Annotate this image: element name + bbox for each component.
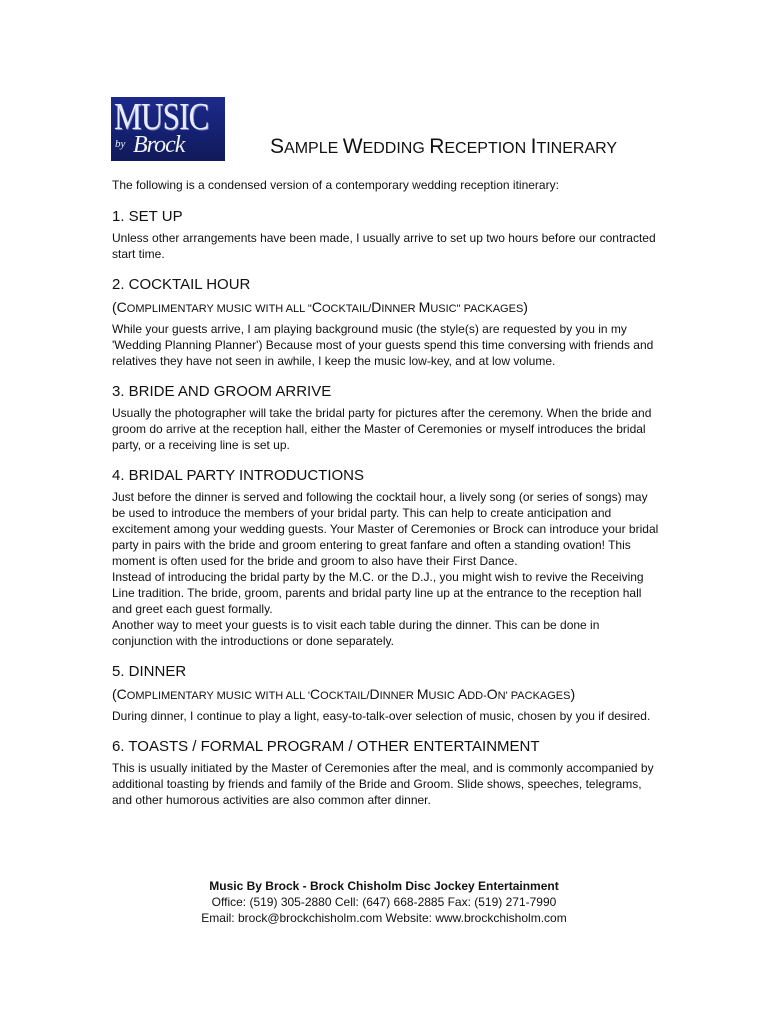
page-title: SAMPLE WEDDING RECEPTION ITINERARY: [270, 135, 618, 158]
section-dinner: [112, 662, 660, 724]
section-paragraph: Another way to meet your guests is to visit each table during the dinner. This can be done in conjunction with the introductions or done separately.: [112, 618, 600, 648]
music-by-brock-logo: [111, 97, 225, 161]
section-heading: 4. BRIDAL PARTY INTRODUCTIONS: [112, 467, 364, 484]
footer-phone-line: Office: (519) 305-2880 Cell: (647) 668-2885 Fax: (519) 271-7990: [211, 895, 557, 909]
footer-company-line: Music By Brock - Brock Chisholm Disc Jockey Entertainment: [209, 879, 559, 893]
section-paragraph: During dinner, I continue to play a light, easy-to-talk-over selection of music, chosen by you if desired.: [112, 709, 651, 723]
section-toasts: [112, 737, 660, 808]
section-heading: 5. DINNER: [112, 663, 187, 680]
section-paragraph: Instead of introducing the bridal party by the M.C. or the D.J., you might wish to revive the Receiving Line tradition. The bride, groom, parents and bridal party line up at the entrance to the reception hall and greet each guest formally.: [112, 570, 644, 616]
section-paragraph: Just before the dinner is served and following the cocktail hour, a lively song (or series of songs) may be used to introduce the members of your bridal party. This can help to create anticipation and excitement among your wedding guests. Your Master of Ceremonies or Brock can introduce your bridal party in pairs with the bride and groom entering to great fanfare and often a standing ovation! This moment is often used for the bride and groom to also have their First Dance.: [112, 490, 659, 568]
section-paragraph: Usually the photographer will take the bridal party for pictures after the ceremony. When the bride and groom do arrive at the reception hall, either the Master of Ceremonies or myself introduces the bridal party, or a receiving line is set up.: [112, 406, 652, 452]
logo-by-text: by: [115, 138, 126, 150]
logo-brock-text: Brock: [133, 132, 185, 158]
section-paragraph: While your guests arrive, I am playing background music (the style(s) are requested by you in my 'Wedding Planning Planner') Because most of your guests spend this time conversing with friends and relatives they have not seen in awhile, I keep the music low-key, and at low volume.: [112, 322, 654, 368]
section-paragraph: This is usually initiated by the Master of Ceremonies after the meal, and is commonly accompanied by additional toasting by friends and family of the Bride and Groom. Slide shows, speeches, telegrams, and other humorous activities are also common after dinner.: [112, 761, 654, 807]
section-heading: 2. COCKTAIL HOUR: [112, 276, 251, 293]
section-bridal-party-introductions: [112, 466, 660, 649]
section-cocktail-hour: [112, 275, 660, 369]
section-heading: 1. SET UP: [112, 208, 183, 225]
intro-paragraph: The following is a condensed version of a contemporary wedding reception itinerary:: [112, 178, 559, 192]
document-body: [112, 177, 660, 821]
section-bride-and-groom-arrive: [112, 382, 660, 453]
logo-music-text: MUSIC: [114, 97, 209, 138]
section-subheading: (COMPLIMENTARY MUSIC WITH ALL "COCKTAIL/DINNER MUSIC" PACKAGES): [112, 299, 528, 315]
footer-email-line: Email: brock@brockchisholm.com Website: www.brockchisholm.com: [201, 911, 567, 925]
section-set-up: [112, 207, 660, 262]
section-heading: 3. BRIDE AND GROOM ARRIVE: [112, 383, 332, 400]
section-subheading: (COMPLIMENTARY MUSIC WITH ALL 'COCKTAIL/DINNER MUSIC ADD-ON' PACKAGES): [112, 686, 576, 702]
section-paragraph: Unless other arrangements have been made, I usually arrive to set up two hours before our contracted start time.: [112, 231, 656, 261]
section-heading: 6. TOASTS / FORMAL PROGRAM / OTHER ENTERTAINMENT: [112, 738, 540, 755]
footer-contact: [0, 878, 768, 926]
